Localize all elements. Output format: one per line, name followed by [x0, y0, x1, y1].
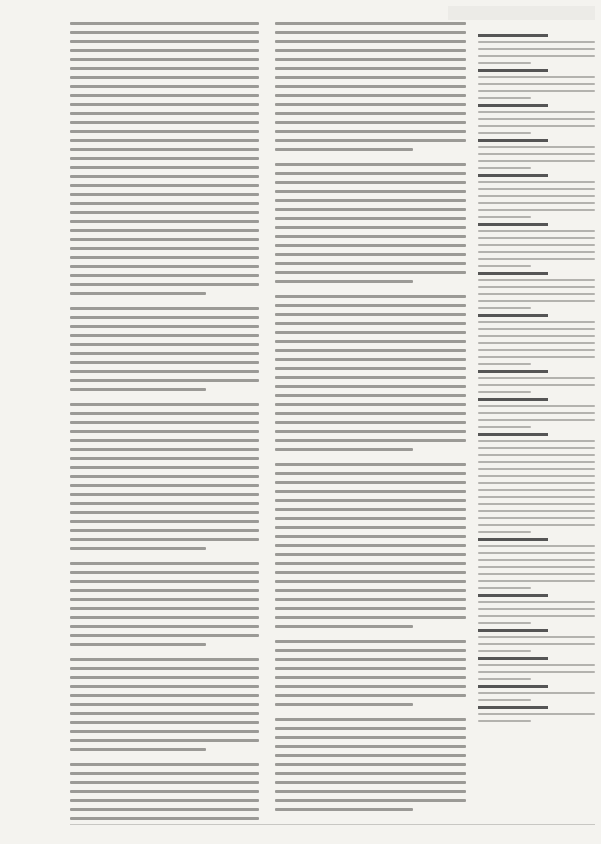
- imprint-heading: [478, 223, 548, 226]
- text-line: [70, 76, 259, 79]
- text-line: [478, 475, 595, 477]
- text-line: [275, 139, 466, 142]
- text-line: [70, 67, 259, 70]
- text-line: [275, 607, 466, 610]
- text-line: [70, 730, 259, 733]
- text-line: [275, 640, 466, 643]
- text-line: [70, 211, 259, 214]
- text-line: [275, 394, 466, 397]
- text-line: [275, 754, 466, 757]
- text-line: [478, 62, 531, 64]
- text-line: [70, 667, 259, 670]
- article-column-middle: [275, 22, 466, 822]
- text-line: [275, 94, 466, 97]
- text-line: [275, 49, 466, 52]
- text-line: [275, 148, 413, 151]
- text-line: [70, 721, 259, 724]
- text-line: [275, 589, 466, 592]
- imprint-heading: [478, 706, 548, 709]
- text-line: [70, 457, 259, 460]
- text-line: [478, 377, 595, 379]
- text-line: [478, 118, 595, 120]
- text-line: [70, 265, 259, 268]
- text-line: [275, 580, 466, 583]
- text-line: [275, 76, 466, 79]
- text-line: [275, 667, 466, 670]
- paragraph-gap: [275, 817, 466, 822]
- text-line: [275, 253, 466, 256]
- text-line: [275, 790, 466, 793]
- text-line: [70, 130, 259, 133]
- text-line: [70, 247, 259, 250]
- text-line: [275, 544, 466, 547]
- text-line: [70, 94, 259, 97]
- text-line: [275, 358, 466, 361]
- text-line: [478, 440, 595, 442]
- text-line: [478, 83, 595, 85]
- text-line: [70, 49, 259, 52]
- text-line: [275, 490, 466, 493]
- text-line: [70, 580, 259, 583]
- text-line: [275, 58, 466, 61]
- text-line: [275, 181, 466, 184]
- text-line: [478, 216, 531, 218]
- text-line: [275, 526, 466, 529]
- text-line: [275, 616, 466, 619]
- text-line: [70, 412, 259, 415]
- text-line: [70, 157, 259, 160]
- text-line: [275, 208, 466, 211]
- text-line: [478, 468, 595, 470]
- text-line: [70, 562, 259, 565]
- text-line: [275, 808, 413, 811]
- imprint-heading: [478, 314, 548, 317]
- text-line: [275, 199, 466, 202]
- text-line: [478, 90, 595, 92]
- text-line: [478, 412, 595, 414]
- text-line: [478, 307, 531, 309]
- text-line: [70, 103, 259, 106]
- text-line: [478, 503, 595, 505]
- text-line: [275, 172, 466, 175]
- text-line: [478, 230, 595, 232]
- text-line: [70, 274, 259, 277]
- text-line: [70, 283, 259, 286]
- text-line: [275, 367, 466, 370]
- text-line: [275, 331, 466, 334]
- text-line: [478, 160, 595, 162]
- text-line: [275, 685, 466, 688]
- text-line: [478, 496, 595, 498]
- text-line: [275, 430, 466, 433]
- text-line: [70, 334, 259, 337]
- text-line: [275, 472, 466, 475]
- text-line: [478, 643, 595, 645]
- text-line: [478, 573, 595, 575]
- text-line: [275, 499, 466, 502]
- text-line: [70, 238, 259, 241]
- text-line: [478, 622, 531, 624]
- text-line: [478, 531, 531, 533]
- text-line: [70, 616, 259, 619]
- text-line: [478, 608, 595, 610]
- text-line: [70, 712, 259, 715]
- text-line: [478, 300, 595, 302]
- text-line: [478, 97, 531, 99]
- text-line: [275, 244, 466, 247]
- text-line: [70, 502, 259, 505]
- text-line: [478, 342, 595, 344]
- text-line: [275, 676, 466, 679]
- text-line: [478, 244, 595, 246]
- text-line: [70, 703, 259, 706]
- imprint-heading: [478, 104, 548, 107]
- text-line: [478, 671, 595, 673]
- text-line: [478, 587, 531, 589]
- text-line: [70, 529, 259, 532]
- text-line: [478, 713, 595, 715]
- text-line: [70, 634, 259, 637]
- text-line: [275, 562, 466, 565]
- text-line: [478, 125, 595, 127]
- text-line: [478, 146, 595, 148]
- text-line: [70, 448, 259, 451]
- text-line: [70, 511, 259, 514]
- text-line: [478, 517, 595, 519]
- imprint-heading: [478, 139, 548, 142]
- text-line: [478, 405, 595, 407]
- text-line: [275, 658, 466, 661]
- text-line: [275, 508, 466, 511]
- text-line: [478, 279, 595, 281]
- text-line: [275, 67, 466, 70]
- text-line: [275, 271, 466, 274]
- imprint-heading: [478, 433, 548, 436]
- text-line: [478, 251, 595, 253]
- imprint-heading: [478, 629, 548, 632]
- text-line: [70, 658, 259, 661]
- imprint-heading: [478, 174, 548, 177]
- imprint-heading: [478, 69, 548, 72]
- text-line: [478, 615, 595, 617]
- text-line: [70, 475, 259, 478]
- imprint-heading: [478, 594, 548, 597]
- text-line: [70, 493, 259, 496]
- text-line: [70, 739, 259, 742]
- text-line: [70, 403, 259, 406]
- text-line: [70, 571, 259, 574]
- text-line: [275, 190, 466, 193]
- imprint-heading: [478, 34, 548, 37]
- text-line: [275, 772, 466, 775]
- text-line: [275, 448, 413, 451]
- text-line: [70, 799, 259, 802]
- text-line: [478, 328, 595, 330]
- text-line: [478, 391, 531, 393]
- text-line: [70, 229, 259, 232]
- text-line: [275, 463, 466, 466]
- text-line: [275, 85, 466, 88]
- text-line: [275, 403, 466, 406]
- text-line: [70, 256, 259, 259]
- text-line: [478, 461, 595, 463]
- text-line: [70, 22, 259, 25]
- text-line: [478, 76, 595, 78]
- text-line: [70, 817, 259, 820]
- text-line: [275, 22, 466, 25]
- text-line: [478, 664, 595, 666]
- text-line: [478, 293, 595, 295]
- text-line: [275, 718, 466, 721]
- text-line: [70, 547, 206, 550]
- text-line: [275, 745, 466, 748]
- imprint-heading: [478, 657, 548, 660]
- text-line: [478, 111, 595, 113]
- text-line: [478, 510, 595, 512]
- text-line: [275, 163, 466, 166]
- text-line: [70, 808, 259, 811]
- text-line: [478, 650, 531, 652]
- text-line: [275, 481, 466, 484]
- text-line: [478, 202, 595, 204]
- text-line: [275, 517, 466, 520]
- text-line: [478, 237, 595, 239]
- text-line: [275, 376, 466, 379]
- text-line: [70, 466, 259, 469]
- text-line: [275, 31, 466, 34]
- text-line: [275, 112, 466, 115]
- text-line: [70, 40, 259, 43]
- text-line: [275, 40, 466, 43]
- imprint-heading: [478, 272, 548, 275]
- text-line: [275, 313, 466, 316]
- text-line: [70, 643, 206, 646]
- text-line: [70, 694, 259, 697]
- text-line: [70, 685, 259, 688]
- text-line: [70, 772, 259, 775]
- text-line: [275, 727, 466, 730]
- text-line: [478, 153, 595, 155]
- text-line: [70, 202, 259, 205]
- text-line: [478, 447, 595, 449]
- text-line: [478, 356, 595, 358]
- text-line: [478, 489, 595, 491]
- text-line: [275, 304, 466, 307]
- text-line: [478, 209, 595, 211]
- text-line: [275, 553, 466, 556]
- text-line: [70, 589, 259, 592]
- text-line: [275, 385, 466, 388]
- text-line: [275, 571, 466, 574]
- text-line: [70, 388, 206, 391]
- text-line: [478, 601, 595, 603]
- text-line: [275, 349, 466, 352]
- text-line: [478, 195, 595, 197]
- text-line: [70, 484, 259, 487]
- text-line: [70, 112, 259, 115]
- text-line: [70, 439, 259, 442]
- text-line: [275, 121, 466, 124]
- text-line: [70, 430, 259, 433]
- text-line: [478, 720, 531, 722]
- text-line: [478, 48, 595, 50]
- text-line: [275, 340, 466, 343]
- text-line: [478, 188, 595, 190]
- text-line: [275, 799, 466, 802]
- text-line: [478, 552, 595, 554]
- text-line: [70, 307, 259, 310]
- text-line: [478, 524, 595, 526]
- text-line: [275, 439, 466, 442]
- text-line: [70, 421, 259, 424]
- text-line: [275, 103, 466, 106]
- text-line: [70, 607, 259, 610]
- text-line: [70, 58, 259, 61]
- text-line: [478, 636, 595, 638]
- text-line: [478, 286, 595, 288]
- imprint-column: [478, 30, 595, 830]
- text-line: [478, 265, 531, 267]
- imprint-heading: [478, 538, 548, 541]
- text-line: [70, 370, 259, 373]
- text-line: [70, 352, 259, 355]
- text-line: [70, 175, 259, 178]
- text-line: [70, 748, 206, 751]
- text-line: [275, 412, 466, 415]
- text-line: [478, 426, 531, 428]
- text-line: [70, 193, 259, 196]
- text-line: [70, 139, 259, 142]
- text-line: [70, 220, 259, 223]
- text-line: [478, 181, 595, 183]
- text-line: [478, 419, 595, 421]
- article-column-left: [70, 22, 259, 822]
- text-line: [70, 31, 259, 34]
- page-footer: [70, 824, 595, 837]
- text-line: [70, 790, 259, 793]
- text-line: [70, 325, 259, 328]
- text-line: [70, 121, 259, 124]
- text-line: [478, 384, 595, 386]
- text-line: [478, 566, 595, 568]
- text-line: [275, 781, 466, 784]
- text-line: [478, 321, 595, 323]
- imprint-heading: [478, 685, 548, 688]
- text-line: [70, 781, 259, 784]
- text-line: [275, 694, 466, 697]
- text-line: [275, 598, 466, 601]
- text-line: [478, 258, 595, 260]
- text-line: [275, 130, 466, 133]
- text-line: [275, 535, 466, 538]
- text-line: [70, 343, 259, 346]
- text-line: [275, 625, 413, 628]
- imprint-heading: [478, 398, 548, 401]
- text-line: [275, 703, 413, 706]
- text-line: [478, 699, 531, 701]
- text-line: [70, 520, 259, 523]
- imprint-heading: [478, 370, 548, 373]
- text-line: [478, 55, 595, 57]
- text-line: [478, 678, 531, 680]
- text-line: [70, 148, 259, 151]
- text-line: [478, 167, 531, 169]
- text-line: [478, 363, 531, 365]
- text-line: [275, 763, 466, 766]
- text-line: [70, 625, 259, 628]
- running-header: [448, 6, 595, 20]
- text-line: [478, 559, 595, 561]
- text-line: [70, 538, 259, 541]
- text-line: [275, 280, 413, 283]
- text-line: [275, 217, 466, 220]
- text-line: [478, 349, 595, 351]
- text-line: [70, 316, 259, 319]
- text-line: [478, 545, 595, 547]
- text-line: [70, 676, 259, 679]
- text-line: [478, 132, 531, 134]
- text-line: [275, 235, 466, 238]
- text-line: [478, 335, 595, 337]
- text-line: [478, 482, 595, 484]
- text-line: [70, 166, 259, 169]
- text-line: [70, 292, 206, 295]
- text-line: [275, 295, 466, 298]
- text-line: [70, 598, 259, 601]
- text-line: [275, 421, 466, 424]
- text-line: [70, 184, 259, 187]
- text-line: [478, 692, 595, 694]
- text-line: [70, 379, 259, 382]
- text-line: [275, 262, 466, 265]
- text-line: [478, 580, 595, 582]
- text-line: [275, 226, 466, 229]
- text-line: [275, 649, 466, 652]
- text-line: [478, 41, 595, 43]
- text-line: [70, 361, 259, 364]
- text-line: [70, 763, 259, 766]
- text-line: [70, 85, 259, 88]
- text-line: [275, 736, 466, 739]
- text-line: [275, 322, 466, 325]
- text-line: [478, 454, 595, 456]
